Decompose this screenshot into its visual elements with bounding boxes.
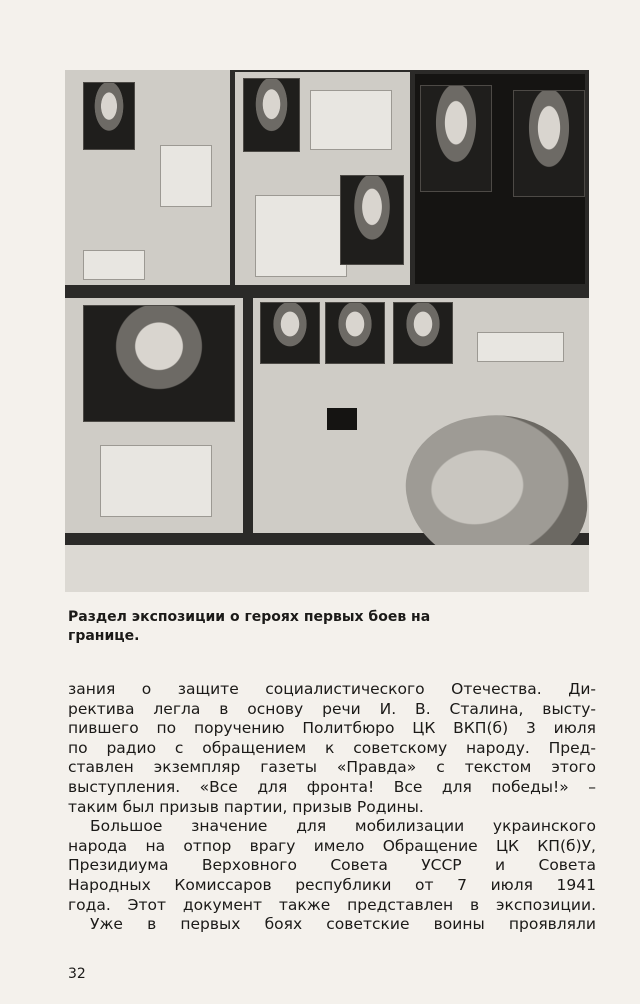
text-line: ставлен экземпляр газеты «Правда» с текстом этого [68, 758, 596, 777]
text-line: по радио с обращением к советскому народу. Пред- [68, 738, 596, 757]
text-line: Народных Комиссаров республики от 7 июля 1941 [68, 875, 596, 894]
portrait [393, 302, 453, 364]
text-line: пившего по поручению Политбюро ЦК ВКП(б) 3 июля [68, 719, 596, 738]
display-floor [65, 545, 589, 592]
body-text [68, 680, 596, 935]
portrait [325, 302, 385, 364]
exhibit-photo [65, 70, 589, 592]
document [310, 90, 392, 150]
caption-line: Раздел экспозиции о героях первых боев на [68, 609, 431, 625]
document [100, 445, 212, 517]
text-line: выступления. «Все для фронта! Все для победы!» – [68, 777, 596, 796]
page-number: 32 [68, 966, 86, 982]
text-line: Президиума Верховного Совета УССР и Совета [68, 856, 596, 875]
text-line: зания о защите социалистического Отечества. Ди- [68, 680, 596, 698]
text-line: Большое значение для мобилизации украинского [90, 817, 596, 836]
photo-caption [68, 608, 588, 646]
portrait [83, 82, 135, 150]
document [83, 250, 145, 280]
caption-line: границе. [68, 628, 140, 644]
document [160, 145, 212, 207]
portrait [83, 305, 235, 422]
portrait [340, 175, 404, 265]
document [255, 195, 347, 277]
text-line: года. Этот документ также представлен в экспозиции. [68, 895, 596, 914]
portrait [260, 302, 320, 364]
document [477, 332, 564, 362]
portrait [243, 78, 300, 152]
text-line: Уже в первых боях советские воины проявляли [90, 915, 596, 934]
portrait [420, 85, 492, 192]
text-line: таким был призыв партии, призыв Родины. [68, 797, 424, 816]
document [327, 408, 357, 430]
text-line: народа на отпор врагу имело Обращение ЦК КП(б)У, [68, 836, 596, 855]
text-line: ректива легла в основу речи И. В. Сталина, высту- [68, 699, 596, 718]
portrait [513, 90, 585, 197]
